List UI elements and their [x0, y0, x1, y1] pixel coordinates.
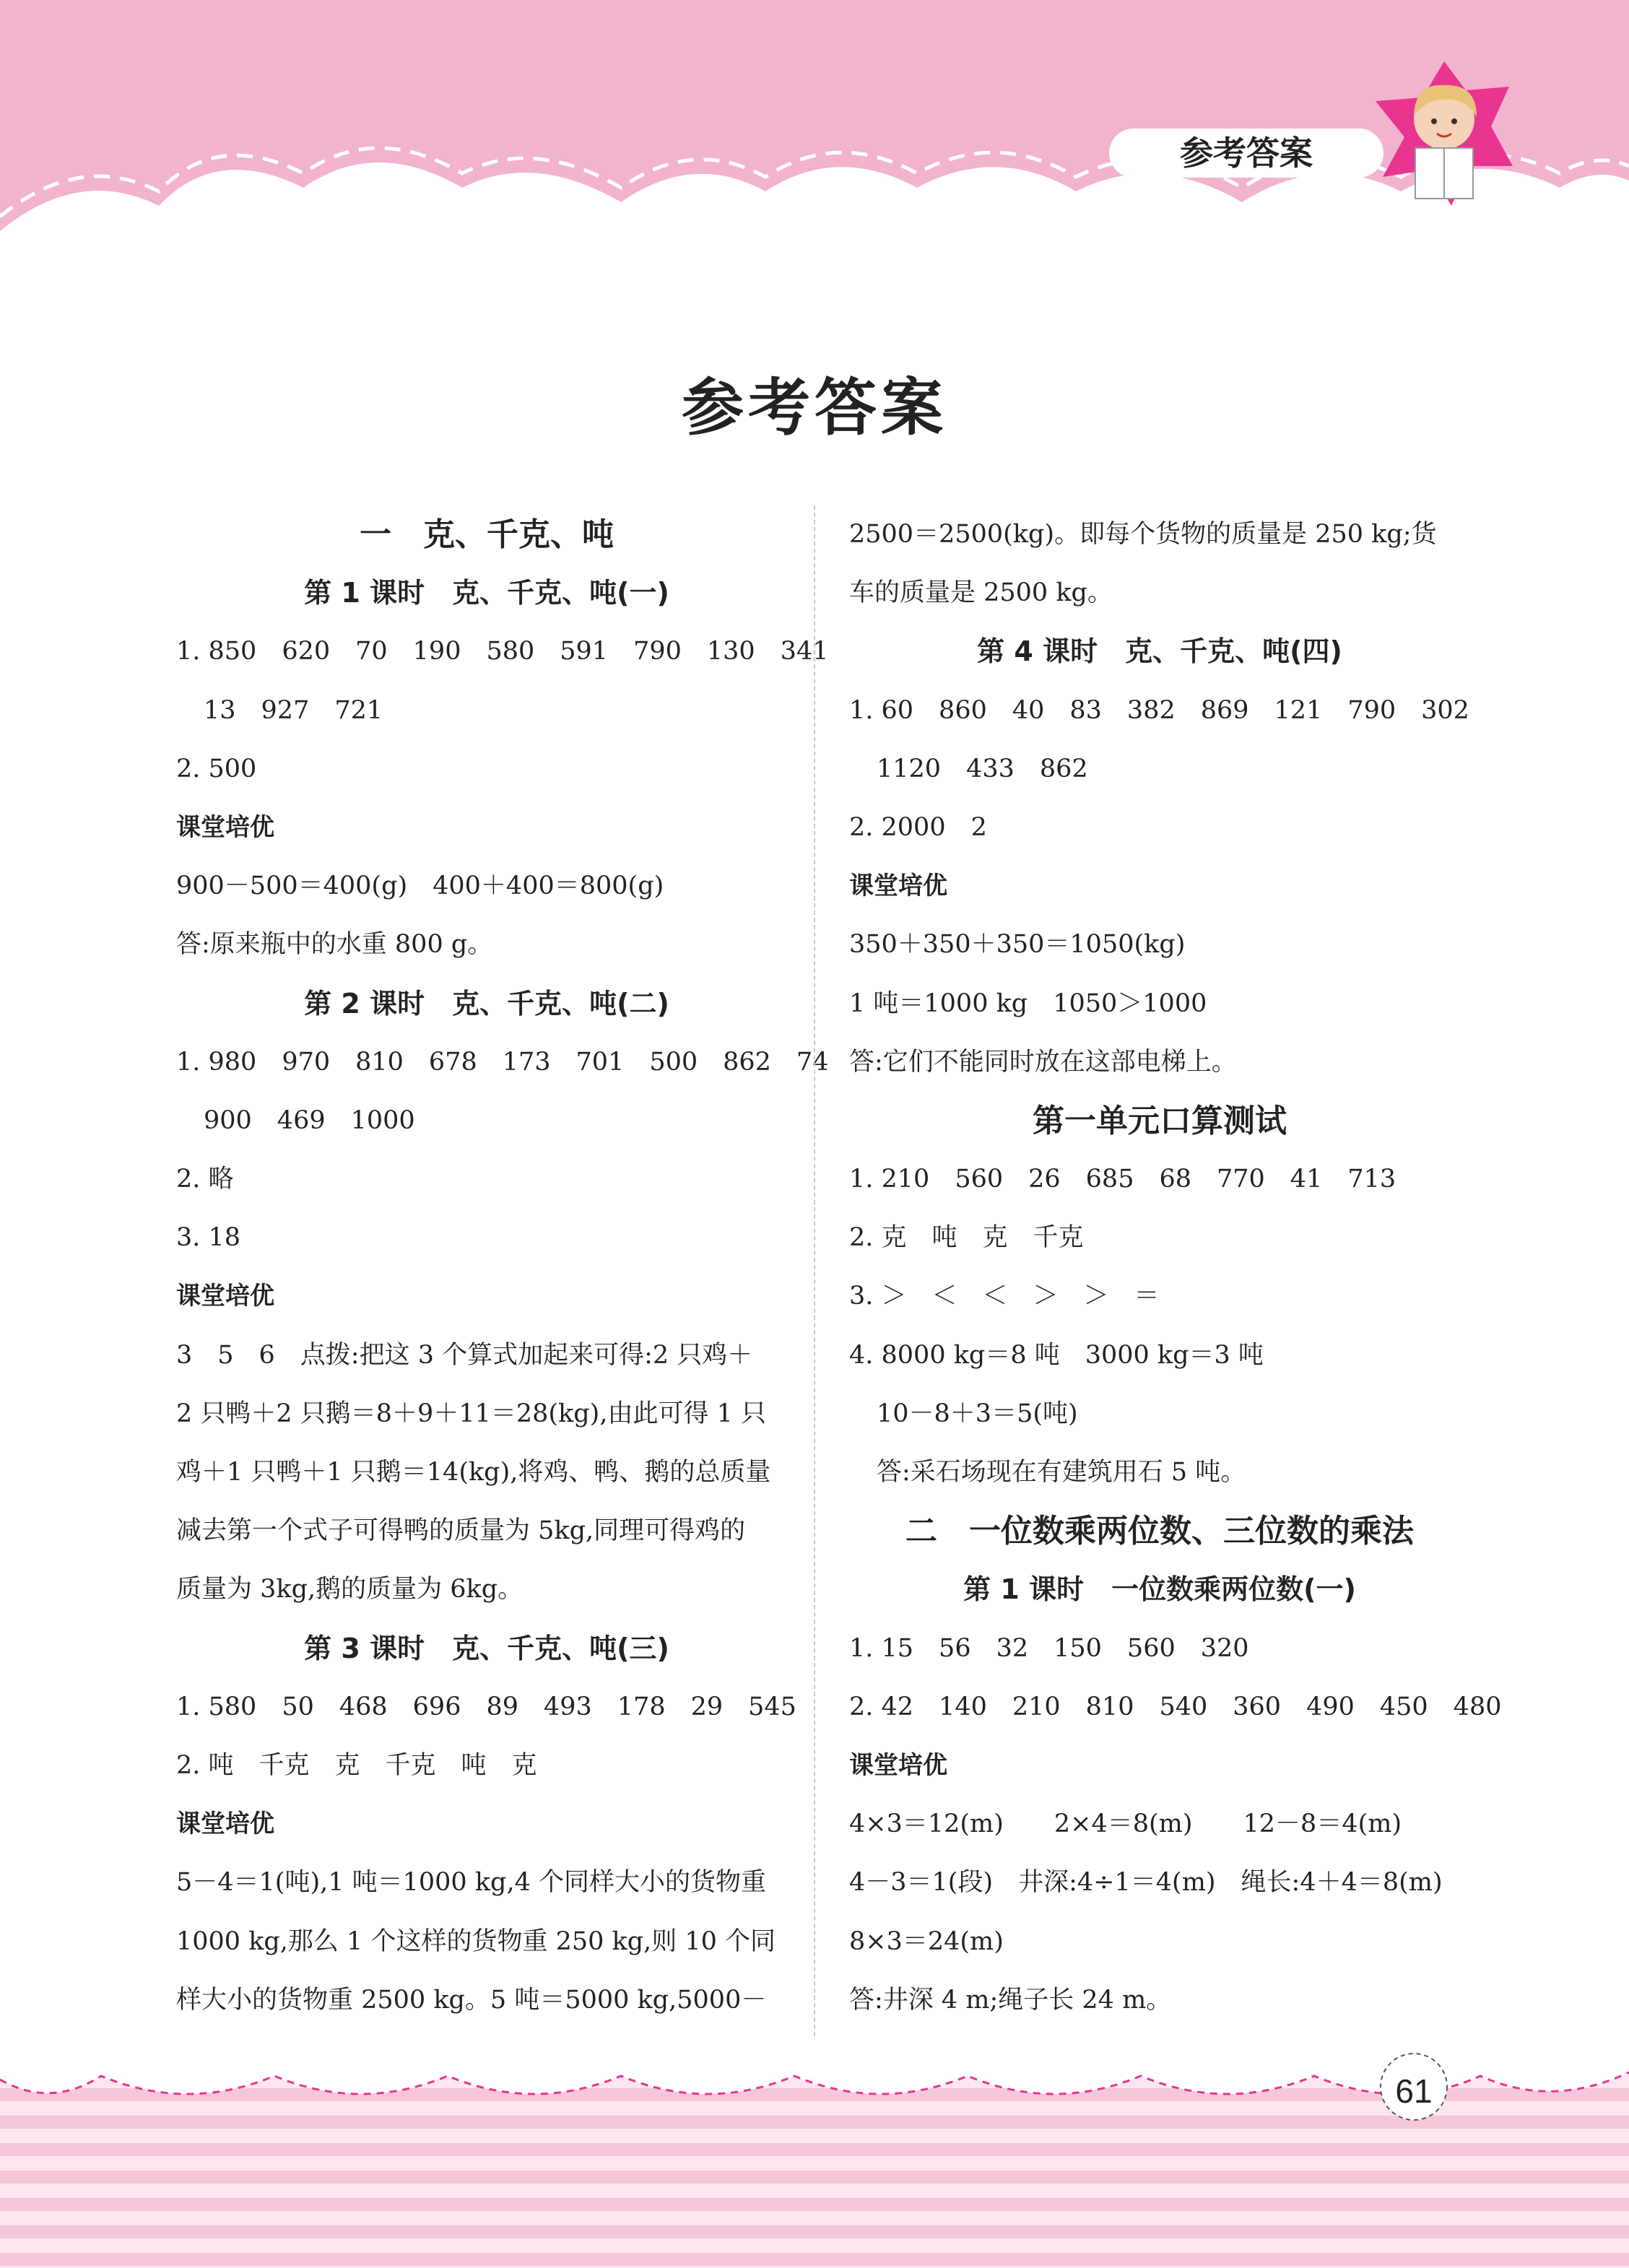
- answer-line: 900－500＝400(g) 400＋400＝800(g): [176, 872, 664, 901]
- answer-line: 2. 克 吨 克 千克: [849, 1223, 1084, 1253]
- answer-line: 2. 42 140 210 810 540 360 490 450 480: [849, 1692, 1502, 1721]
- section-label: 课堂培优: [176, 812, 274, 842]
- section-label: 课堂培优: [849, 872, 947, 901]
- answer-line: 350＋350＋350＝1050(kg): [849, 930, 1186, 960]
- unit-heading: 第一单元口算测试: [1033, 1102, 1287, 1139]
- mascot-illustration: [1372, 58, 1516, 209]
- unit-heading: 二 一位数乘两位数、三位数的乘法: [905, 1513, 1414, 1550]
- answer-line: 1. 15 56 32 150 560 320: [849, 1633, 1249, 1663]
- answer-line: 8×3＝24(m): [849, 1926, 1004, 1956]
- lesson-heading: 第 1 课时 一位数乘两位数(一): [963, 1573, 1356, 1606]
- answer-line: 3. 18: [176, 1223, 241, 1253]
- answer-line: 1120 433 862: [877, 754, 1088, 783]
- answer-line: 3 5 6 点拨:把这 3 个算式加起来可得:2 只鸡＋: [176, 1340, 753, 1370]
- answer-line: 2 只鸭＋2 只鹅＝8＋9＋11＝28(kg),由此可得 1 只: [176, 1399, 766, 1428]
- answer-line: 10－8＋3＝5(吨): [877, 1399, 1078, 1428]
- answer-line: 答:它们不能同时放在这部电梯上。: [849, 1047, 1237, 1077]
- answer-line: 2. 吨 千克 克 千克 吨 克: [176, 1750, 537, 1780]
- answer-line: 2. 2000 2: [849, 812, 987, 842]
- section-label: 课堂培优: [849, 1750, 947, 1780]
- answer-line: 4－3＝1(段) 井深:4÷1＝4(m) 绳长:4＋4＝8(m): [849, 1868, 1443, 1898]
- answer-line: 1 吨＝1000 kg 1050＞1000: [849, 989, 1207, 1018]
- answer-line: 1. 210 560 26 685 68 770 41 713: [849, 1165, 1396, 1194]
- answer-line: 样大小的货物重 2500 kg。5 吨＝5000 kg,5000－: [176, 1985, 767, 2015]
- unit-heading: 一 克、千克、吨: [360, 516, 614, 553]
- answer-line: 减去第一个式子可得鸭的质量为 5kg,同理可得鸡的: [176, 1516, 746, 1546]
- answer-line: 答:采石场现在有建筑用石 5 吨。: [877, 1458, 1246, 1487]
- answer-line: 答:井深 4 m;绳子长 24 m。: [849, 1985, 1172, 2015]
- answer-line: 1. 980 970 810 678 173 701 500 862 74: [176, 1047, 829, 1077]
- answer-line: 1. 850 620 70 190 580 591 790 130 341: [176, 637, 829, 666]
- answer-line: 鸡＋1 只鸭＋1 只鹅＝14(kg),将鸡、鸭、鹅的总质量: [176, 1458, 771, 1487]
- lesson-heading: 第 1 课时 克、千克、吨(一): [304, 577, 669, 609]
- answer-line: 4×3＝12(m) 2×4＝8(m) 12－8＝4(m): [849, 1809, 1402, 1839]
- lesson-heading: 第 2 课时 克、千克、吨(二): [304, 987, 669, 1020]
- section-label: 课堂培优: [176, 1282, 274, 1311]
- answer-line: 答:原来瓶中的水重 800 g。: [176, 930, 493, 960]
- section-label: 课堂培优: [176, 1809, 274, 1839]
- answer-line: 4. 8000 kg＝8 吨 3000 kg＝3 吨: [849, 1340, 1264, 1370]
- answer-line: 质量为 3kg,鹅的质量为 6kg。: [176, 1575, 524, 1604]
- answer-line: 1. 60 860 40 83 382 869 121 790 302: [849, 695, 1469, 725]
- answer-line: 900 469 1000: [204, 1105, 415, 1135]
- answer-line: 1. 580 50 468 696 89 493 178 29 545: [176, 1692, 796, 1721]
- left-column: [176, 505, 829, 2030]
- answer-line: 2. 500: [176, 754, 257, 783]
- answer-line: 5－4＝1(吨),1 吨＝1000 kg,4 个同样大小的货物重: [176, 1868, 766, 1898]
- page-number: 61: [1395, 2072, 1433, 2110]
- answer-line: 车的质量是 2500 kg。: [849, 578, 1113, 608]
- answer-line: 13 927 721: [204, 695, 383, 725]
- lesson-heading: 第 4 课时 克、千克、吨(四): [977, 635, 1342, 668]
- header-tag: 参考答案: [1109, 129, 1383, 178]
- right-column: [849, 505, 1502, 2030]
- lesson-heading: 第 3 课时 克、千克、吨(三): [304, 1632, 669, 1664]
- answer-line: 2. 略: [176, 1165, 234, 1194]
- column-divider: [814, 505, 815, 2036]
- answer-line: 2500＝2500(kg)。即每个货物的质量是 250 kg;货: [849, 520, 1437, 549]
- page-title: 参考答案: [682, 372, 947, 444]
- answer-line: 3. ＞ ＜ ＜ ＞ ＞ ＝: [849, 1282, 1160, 1311]
- answer-line: 1000 kg,那么 1 个这样的货物重 250 kg,则 10 个同: [176, 1926, 776, 1956]
